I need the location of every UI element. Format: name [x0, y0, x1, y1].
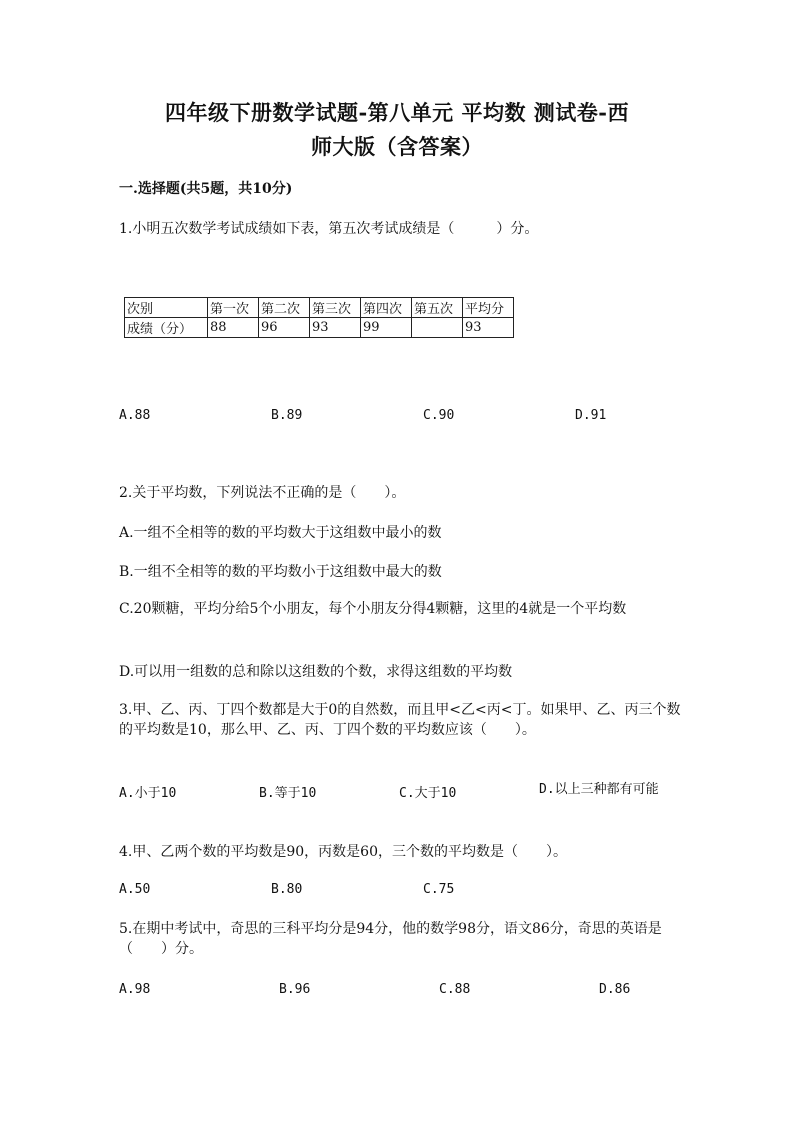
q3-option-b: B.等于10: [259, 786, 317, 801]
table-cell: 成绩（分）: [125, 318, 208, 338]
table-cell: 次别: [125, 298, 208, 318]
q5-option-a: A.98: [119, 982, 151, 997]
q1-option-d: D.91: [575, 408, 607, 423]
q4-option-a: A.50: [119, 882, 151, 897]
table-cell: 第二次: [259, 298, 310, 318]
table-cell: 第四次: [361, 298, 412, 318]
q2-option-a: A.一组不全相等的数的平均数大于这组数中最小的数: [119, 525, 442, 541]
table-cell: 平均分: [463, 298, 514, 318]
score-table: [124, 297, 514, 338]
q1-option-a: A.88: [119, 408, 151, 423]
table-cell: 93: [463, 318, 514, 338]
question-1-stem: 1.小明五次数学考试成绩如下表，第五次考试成绩是（ ）分。: [119, 221, 539, 237]
q1-option-c: C.90: [423, 408, 455, 423]
q5-option-d: D.86: [599, 982, 631, 997]
table-header-row: [125, 298, 514, 318]
table-cell: 93: [310, 318, 361, 338]
table-cell: 99: [361, 318, 412, 338]
q5-option-c: C.88: [439, 982, 471, 997]
page-title-line1: 四年级下册数学试题-第八单元 平均数 测试卷-西: [164, 100, 630, 125]
table-row: [125, 318, 514, 338]
question-3-stem: 3.甲、乙、丙、丁四个数都是大于0的自然数，而且甲<乙<丙<丁。如果甲、乙、丙三个数的平均数是10，那么甲、乙、丙、丁四个数的平均数应该（ ）。: [119, 702, 681, 738]
question-5-stem: 5.在期中考试中，奇思的三科平均分是94分，他的数学98分，语文86分，奇思的英语是（ ）分。: [119, 921, 662, 957]
table-cell: 第三次: [310, 298, 361, 318]
q1-option-b: B.89: [271, 408, 303, 423]
table-cell: 第五次: [412, 298, 463, 318]
table-cell: 88: [208, 318, 259, 338]
table-cell: [412, 318, 463, 338]
q5-option-b: B.96: [279, 982, 311, 997]
section-heading: 一.选择题(共5题，共10分): [119, 181, 293, 197]
q3-option-c: C.大于10: [399, 786, 457, 801]
q3-option-d: D.以上三种都有可能: [539, 782, 659, 797]
page-title-line2: 师大版（含答案）: [311, 134, 483, 159]
q2-option-d: D.可以用一组数的总和除以这组数的个数，求得这组数的平均数: [119, 664, 513, 680]
q4-option-c: C.75: [423, 882, 455, 897]
table-cell: 第一次: [208, 298, 259, 318]
q3-option-a: A.小于10: [119, 786, 177, 801]
q2-option-c: C.20颗糖，平均分给5个小朋友，每个小朋友分得4颗糖，这里的4就是一个平均数: [119, 601, 627, 617]
question-4-stem: 4.甲、乙两个数的平均数是90，丙数是60，三个数的平均数是（ ）。: [119, 844, 567, 860]
question-2-stem: 2.关于平均数，下列说法不正确的是（ ）。: [119, 485, 406, 501]
q2-option-b: B.一组不全相等的数的平均数小于这组数中最大的数: [119, 564, 442, 580]
table-cell: 96: [259, 318, 310, 338]
q4-option-b: B.80: [271, 882, 303, 897]
